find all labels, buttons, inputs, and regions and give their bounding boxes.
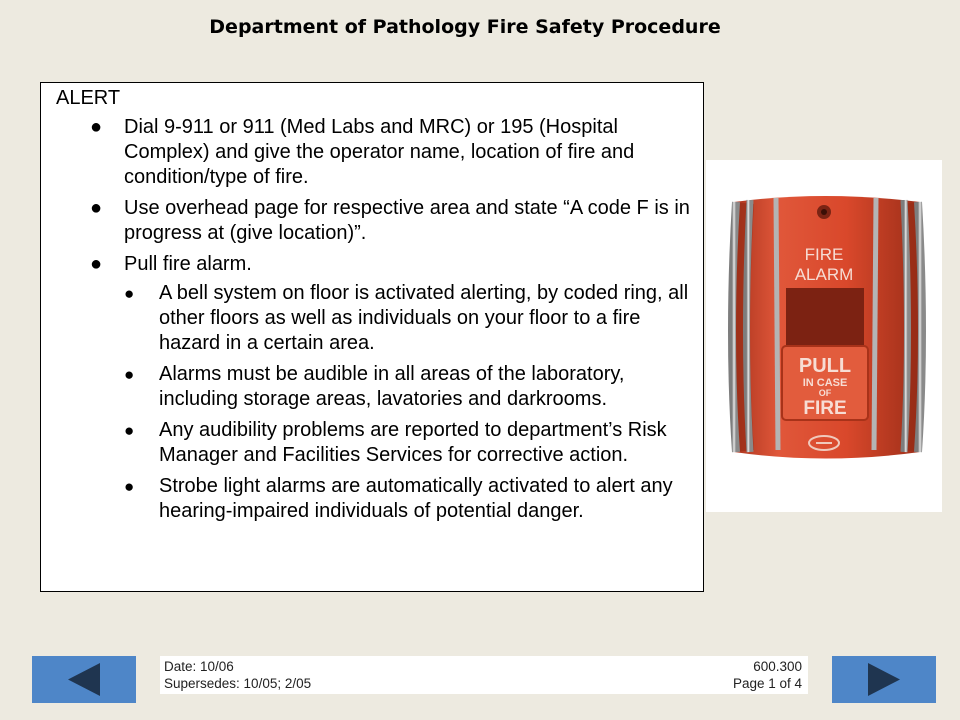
- list-item: [56, 115, 691, 190]
- bullet-icon: ●: [124, 421, 135, 440]
- footer-supersedes: Supersedes: 10/05; 2/05: [164, 676, 312, 691]
- footer-doc-number: 600.300: [753, 659, 802, 674]
- bullet-icon: ●: [90, 253, 103, 275]
- footer-date: Date: 10/06: [164, 659, 234, 674]
- svg-text:IN CASE: IN CASE: [802, 377, 848, 389]
- sub-list: [124, 281, 691, 524]
- sub-list-item: [124, 418, 691, 468]
- sub-list-item-text: Strobe light alarms are automatically activated to alert any hearing-impaired individuals of potential danger.: [159, 475, 673, 522]
- list-item-text: Use overhead page for respective area and state “A code F is in progress at (give location)”.: [124, 197, 690, 244]
- page-title: Department of Pathology Fire Safety Procedure: [209, 16, 721, 38]
- sub-list-item: [124, 281, 691, 356]
- bullet-icon: ●: [90, 197, 103, 219]
- list-item-text: Pull fire alarm.: [124, 253, 252, 275]
- sub-list-item: [124, 474, 691, 524]
- svg-text:PULL: PULL: [798, 355, 852, 377]
- list-item: [56, 196, 691, 246]
- procedure-list: [56, 115, 691, 524]
- right-arrow-icon: [832, 656, 936, 703]
- list-item-text: Dial 9-911 or 911 (Med Labs and MRC) or 195 (Hospital Complex) and give the operator name, location of fire and condition/type of fire.: [124, 116, 635, 188]
- fire-alarm-icon: [706, 160, 942, 512]
- footer-page-number: Page 1 of 4: [732, 676, 802, 691]
- bullet-icon: ●: [124, 477, 135, 496]
- bullet-icon: ●: [90, 116, 103, 138]
- sub-list-item-text: Alarms must be audible in all areas of the laboratory, including storage areas, lavatories and darkrooms.: [159, 363, 625, 410]
- fire-alarm-photo: [706, 160, 942, 512]
- list-item: [56, 252, 691, 524]
- sub-list-item-text: A bell system on floor is activated alerting, by coded ring, all other floors as well as individuals on your floor to a fire hazard in a certain area.: [159, 282, 689, 354]
- previous-slide-button[interactable]: [32, 656, 136, 703]
- sub-list-item-text: Any audibility problems are reported to department’s Risk Manager and Facilities Services for corrective action.: [159, 419, 667, 466]
- procedure-content-box: [40, 82, 704, 592]
- svg-text:ALARM: ALARM: [794, 265, 854, 284]
- bullet-icon: ●: [124, 284, 135, 303]
- sub-list-item: [124, 362, 691, 412]
- footer-info: [160, 656, 808, 694]
- left-arrow-icon: [32, 656, 136, 703]
- section-heading: ALERT: [56, 87, 121, 109]
- svg-text:FIRE: FIRE: [803, 398, 847, 419]
- bullet-icon: ●: [124, 365, 135, 384]
- next-slide-button[interactable]: [832, 656, 936, 703]
- svg-text:FIRE: FIRE: [804, 245, 844, 264]
- svg-text:OF: OF: [818, 388, 832, 398]
